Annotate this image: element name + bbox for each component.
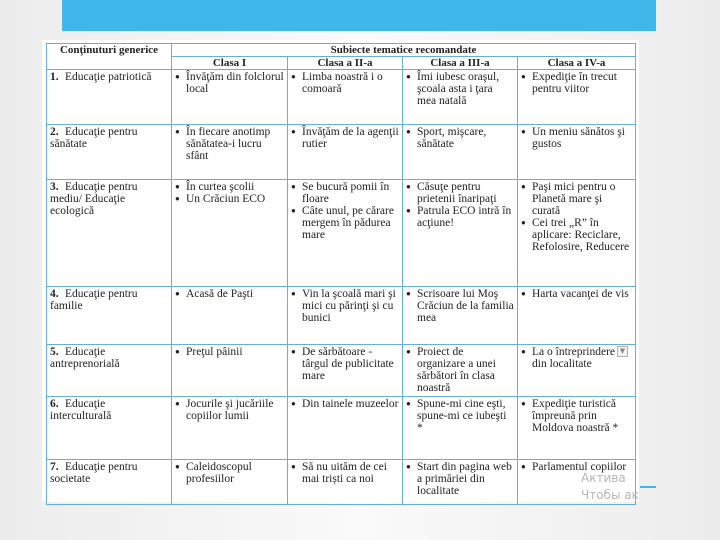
- watermark-line-1: Актива: [581, 471, 626, 485]
- class-2-cell: [288, 125, 403, 180]
- header-class-3: Clasa a III-a: [403, 57, 518, 70]
- subject-list: [291, 181, 399, 241]
- subject-list: [175, 181, 284, 205]
- subject-item: ● Un Crăciun ECO: [175, 193, 284, 205]
- subject-item: ● Expediţie în trecut pentru viitor: [521, 71, 632, 95]
- subject-item: ● Acasă de Paşti: [175, 288, 284, 300]
- topic-label: Educaţie interculturală: [50, 398, 112, 422]
- class-3-cell: [403, 180, 518, 287]
- subject-list: [406, 288, 514, 324]
- topic-cell: [47, 287, 172, 345]
- subject-item: ● Sport, mişcare, sănătate: [406, 126, 514, 150]
- subject-list: [406, 181, 514, 229]
- subject-item: ● Câte unul, pe cărare mergem în pădurea mare: [291, 205, 399, 241]
- subject-item: ● Se bucură pomii în floare: [291, 181, 399, 205]
- class-1-cell: [172, 180, 288, 287]
- topic-cell: [47, 70, 172, 125]
- class-3-cell: [403, 345, 518, 397]
- watermark-underline: [640, 486, 656, 488]
- class-1-cell: [172, 287, 288, 345]
- chevron-down-icon[interactable]: ▼: [617, 346, 628, 357]
- subject-item: ● Proiect de organizare a unei sărbători în clasa noastră: [406, 346, 514, 394]
- header-class-2: Clasa a II-a: [288, 57, 403, 70]
- subject-list: [406, 346, 514, 394]
- subject-item: ● Patrula ECO intră în acţiune!: [406, 205, 514, 229]
- subject-item: ● Spune-mi cine eşti, spune-mi ce iubeşti *: [406, 398, 514, 434]
- document-image: [42, 40, 639, 502]
- subject-item: ● Jocurile şi jucăriile copiilor lumii: [175, 398, 284, 422]
- subject-list: [521, 126, 632, 150]
- table-row: [47, 460, 636, 505]
- subject-item: ● Un meniu sănătos şi gustos: [521, 126, 632, 150]
- subject-item: ● Învăţăm de la agenţii rutier: [291, 126, 399, 150]
- activation-watermark: [581, 470, 639, 504]
- subject-item: ● Scrisoare lui Moş Crăciun de la familia mea: [406, 288, 514, 324]
- class-1-cell: [172, 125, 288, 180]
- subject-item: ● Îmi iubesc oraşul, şcoala asta i ţara mea natală: [406, 71, 514, 107]
- topic-cell: [47, 460, 172, 505]
- topic-cell: [47, 345, 172, 397]
- subject-item: ● Paşi mici pentru o Planetă mare şi curată: [521, 181, 632, 217]
- subject-item: ● Parlamentul copiilor: [521, 461, 632, 473]
- row-number: 2.: [50, 126, 59, 138]
- class-2-cell: [288, 180, 403, 287]
- subject-list: [521, 71, 632, 95]
- class-2-cell: [288, 345, 403, 397]
- subject-list: [175, 461, 284, 485]
- header-class-1: Clasa I: [172, 57, 288, 70]
- class-2-cell: [288, 287, 403, 345]
- topic-label: Educaţie antreprenorială: [50, 346, 120, 370]
- subject-list: [521, 181, 632, 253]
- subject-item: ● Harta vacanţei de vis: [521, 288, 632, 300]
- subject-item: ● Limba noastră i o comoară: [291, 71, 399, 95]
- class-4-cell: [518, 70, 636, 125]
- subject-list: [291, 398, 399, 410]
- subject-item: ● Din tainele muzeelor: [291, 398, 399, 410]
- table-row: [47, 345, 636, 397]
- subject-list: [175, 398, 284, 422]
- class-4-cell: [518, 125, 636, 180]
- row-number: 6.: [50, 398, 59, 410]
- table-row: [47, 180, 636, 287]
- class-3-cell: [403, 287, 518, 345]
- subject-list: [291, 346, 399, 382]
- class-3-cell: [403, 460, 518, 505]
- subject-list: [406, 461, 514, 497]
- class-2-cell: [288, 460, 403, 505]
- subject-item: ● Căsuţe pentru prietenii înaripaţi: [406, 181, 514, 205]
- row-number: 3.: [50, 181, 59, 193]
- subject-item: ● În fiecare anotimp sănătatea-i lucru sfânt: [175, 126, 284, 162]
- subject-item: ● Caleidoscopul profesiilor: [175, 461, 284, 485]
- row-number: 5.: [50, 346, 59, 358]
- header-topics-group: Subiecte tematice recomandate: [172, 44, 636, 57]
- class-3-cell: [403, 125, 518, 180]
- table-row: [47, 70, 636, 125]
- subject-list: [291, 71, 399, 95]
- class-2-cell: [288, 70, 403, 125]
- table-row: [47, 125, 636, 180]
- row-number: 1.: [50, 71, 59, 83]
- row-number: 7.: [50, 461, 59, 473]
- subject-list: [175, 346, 284, 358]
- subject-item: ● Să nu uităm de cei mai triști ca noi: [291, 461, 399, 485]
- subject-list: [521, 398, 632, 434]
- subject-item: ● Expediţie turistică împreună prin Moldova noastră *: [521, 398, 632, 434]
- subject-item: ● Start din pagina web a primăriei din localitate: [406, 461, 514, 497]
- subject-list: [291, 461, 399, 485]
- subject-item: ● Preţul pâinii: [175, 346, 284, 358]
- class-2-cell: [288, 397, 403, 460]
- topic-label: Educaţie pentru mediu/ Educaţie ecologică: [50, 181, 138, 217]
- subject-list: [406, 398, 514, 434]
- subject-list: [291, 288, 399, 324]
- topic-label: Educaţie pentru familie: [50, 288, 138, 312]
- topic-label: Educaţie patriotică: [65, 71, 152, 83]
- subject-list: [521, 346, 632, 370]
- table-row: [47, 397, 636, 460]
- subject-list: [175, 71, 284, 95]
- subject-list: [406, 126, 514, 150]
- themes-table: [46, 43, 636, 505]
- subject-item: ● În curtea şcolii: [175, 181, 284, 193]
- class-1-cell: [172, 397, 288, 460]
- subject-item: ● La o întreprindere din localitate: [521, 346, 632, 370]
- topic-cell: [47, 180, 172, 287]
- subject-list: [521, 288, 632, 300]
- topic-cell: [47, 397, 172, 460]
- row-number: 4.: [50, 288, 59, 300]
- subject-item: ● Învăţăm din folclorul local: [175, 71, 284, 95]
- topic-cell: [47, 125, 172, 180]
- subject-list: [406, 71, 514, 107]
- subject-list: [175, 288, 284, 300]
- class-1-cell: [172, 345, 288, 397]
- class-1-cell: [172, 70, 288, 125]
- topic-label: Educaţie pentru sănătate: [50, 126, 138, 150]
- subject-item: ● De sărbătoare - târgul de publicitate mare: [291, 346, 399, 382]
- header-contents: Conţinuturi generice: [47, 44, 172, 70]
- class-1-cell: [172, 460, 288, 505]
- table-row: [47, 287, 636, 345]
- subject-item: ● Cei trei „R” în aplicare: Reciclare, Refolosire, Reducere: [521, 217, 632, 253]
- title-banner: [62, 0, 656, 31]
- topic-label: Educaţie pentru societate: [50, 461, 138, 485]
- subject-list: [175, 126, 284, 162]
- class-4-cell: [518, 397, 636, 460]
- class-4-cell: [518, 287, 636, 345]
- subject-item: ● Vin la şcoală mari şi mici cu părinţi şi cu bunici: [291, 288, 399, 324]
- class-4-cell: [518, 180, 636, 287]
- class-3-cell: [403, 397, 518, 460]
- subject-list: [291, 126, 399, 150]
- class-3-cell: [403, 70, 518, 125]
- watermark-line-2: Чтобы ак: [581, 488, 639, 502]
- header-class-4: Clasa a IV-a: [518, 57, 636, 70]
